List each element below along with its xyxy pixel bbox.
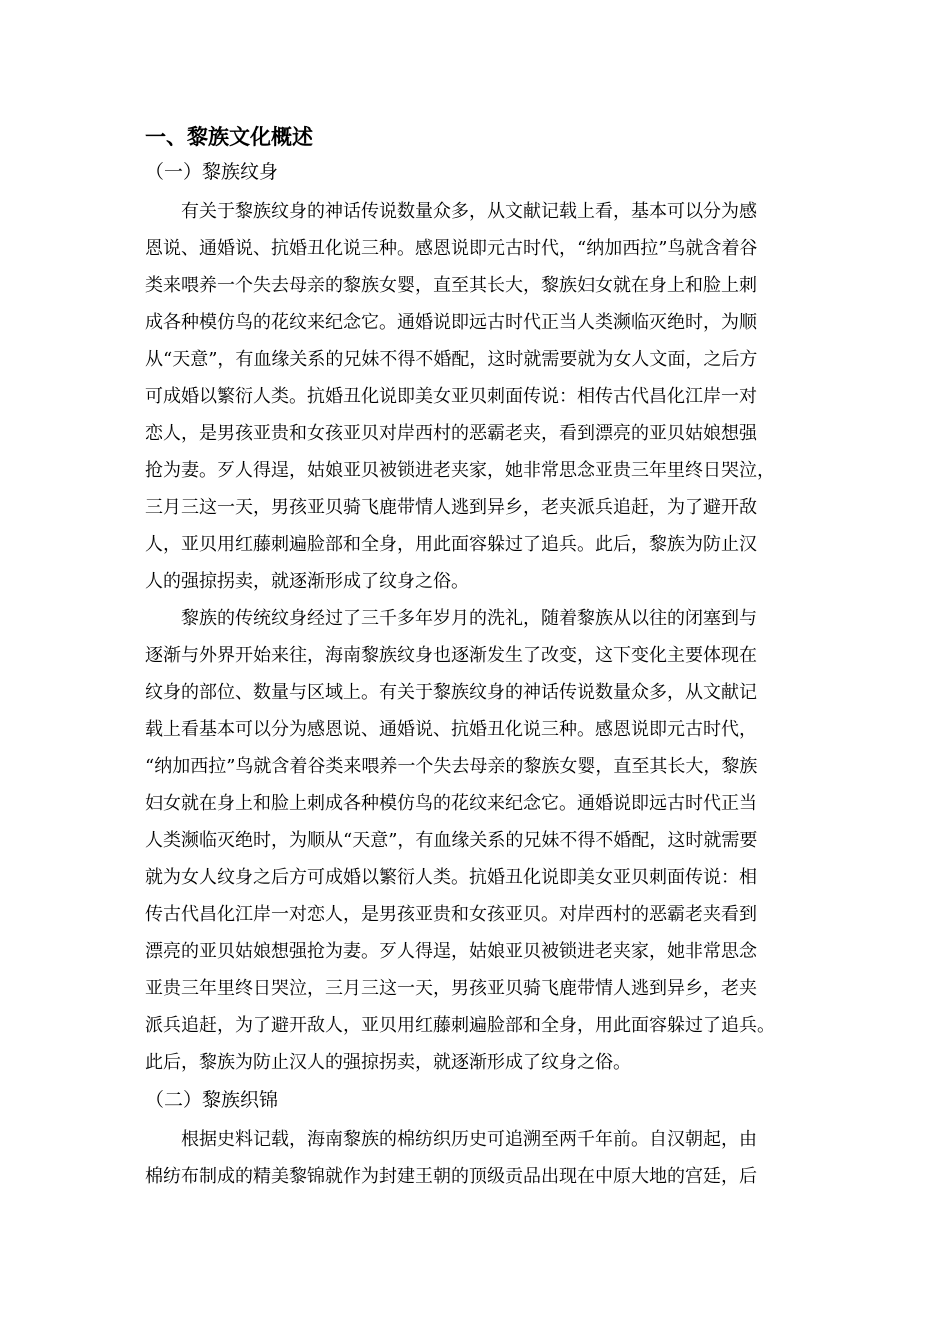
paragraph-line: 亚贵三年里终日哭泣，三月三这一天，男孩亚贝骑飞鹿带情人逃到异乡，老夹 (145, 978, 757, 999)
paragraph-line: 棉纺布制成的精美黎锦就作为封建王朝的顶级贡品出现在中原大地的宫廷，后 (145, 1166, 757, 1187)
paragraph-line: 就为女人纹身之后方可成婚以繁衍人类。抗婚丑化说即美女亚贝刺面传说：相 (145, 867, 757, 888)
paragraph-line: 传古代昌化江岸一对恋人，是男孩亚贵和女孩亚贝。对岸西村的恶霸老夹看到 (145, 904, 757, 925)
paragraph-line: 派兵追赶，为了避开敌人，亚贝用红藤刺遍脸部和全身，用此面容躲过了追兵。 (145, 1015, 775, 1036)
subsection-title-brocade: （二）黎族织锦 (145, 1089, 279, 1111)
subsection-title-tattoo: （一）黎族纹身 (145, 161, 279, 183)
paragraph-line: 漂亮的亚贝姑娘想强抢为妻。歹人得逞，姑娘亚贝被锁进老夹家，她非常思念 (145, 941, 757, 962)
paragraph-line: 根据史料记载，海南黎族的棉纺织历史可追溯至两千年前。自汉朝起，由 (181, 1129, 757, 1150)
paragraph-line: 类来喂养一个失去母亲的黎族女婴，直至其长大，黎族妇女就在身上和脸上刺 (145, 275, 757, 296)
paragraph-line: 成各种模仿鸟的花纹来纪念它。通婚说即远古时代正当人类濒临灭绝时，为顺 (145, 312, 757, 333)
paragraph-line: 黎族的传统纹身经过了三千多年岁月的洗礼，随着黎族从以往的闭塞到与 (181, 608, 757, 629)
paragraph-line: 恋人，是男孩亚贵和女孩亚贝对岸西村的恶霸老夹，看到漂亮的亚贝姑娘想强 (145, 423, 757, 444)
paragraph-line: 人类濒临灭绝时，为顺从“天意”，有血缘关系的兄妹不得不婚配，这时就需要 (145, 830, 758, 851)
paragraph-line: 人的强掠拐卖，就逐渐形成了纹身之俗。 (145, 571, 469, 592)
paragraph-line: 逐渐与外界开始来往，海南黎族纹身也逐渐发生了改变，这下变化主要体现在 (145, 645, 757, 666)
paragraph-line: 有关于黎族纹身的神话传说数量众多，从文献记载上看，基本可以分为感 (181, 201, 757, 222)
section-heading: 一、黎族文化概述 (145, 125, 313, 149)
paragraph-line: 妇女就在身上和脸上刺成各种模仿鸟的花纹来纪念它。通婚说即远古时代正当 (145, 793, 757, 814)
paragraph-line: 载上看基本可以分为感恩说、通婚说、抗婚丑化说三种。感恩说即元古时代， (145, 719, 757, 740)
paragraph-line: 此后，黎族为防止汉人的强掠拐卖，就逐渐形成了纹身之俗。 (145, 1052, 631, 1073)
paragraph-line: 抢为妻。歹人得逞，姑娘亚贝被锁进老夹家，她非常思念亚贵三年里终日哭泣， (145, 460, 775, 481)
paragraph-line: 可成婚以繁衍人类。抗婚丑化说即美女亚贝刺面传说：相传古代昌化江岸一对 (145, 386, 757, 407)
paragraph-line: “纳加西拉”鸟就含着谷类来喂养一个失去母亲的黎族女婴，直至其长大，黎族 (145, 756, 758, 777)
paragraph-line: 从“天意”，有血缘关系的兄妹不得不婚配，这时就需要就为女人文面，之后方 (145, 349, 758, 370)
paragraph-line: 恩说、通婚说、抗婚丑化说三种。感恩说即元古时代，“纳加西拉”鸟就含着谷 (145, 238, 758, 259)
paragraph-line: 三月三这一天，男孩亚贝骑飞鹿带情人逃到异乡，老夹派兵追赶，为了避开敌 (145, 497, 757, 518)
paragraph-line: 人，亚贝用红藤刺遍脸部和全身，用此面容躲过了追兵。此后，黎族为防止汉 (145, 534, 757, 555)
paragraph-line: 纹身的部位、数量与区域上。有关于黎族纹身的神话传说数量众多，从文献记 (145, 682, 757, 703)
